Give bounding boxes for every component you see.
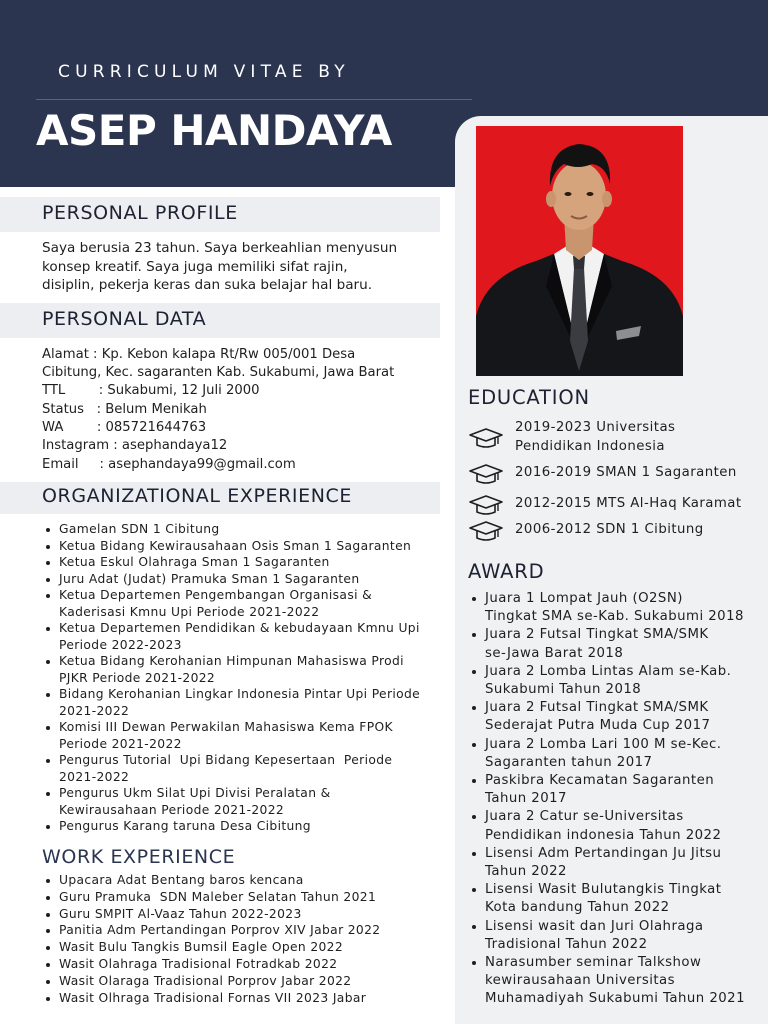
education-title: EDUCATION xyxy=(468,386,590,409)
list-item: Wasit Olhraga Tradisional Fornas VII 2023 Jabar xyxy=(42,990,459,1007)
list-item: Panitia Adm Pertandingan Porprov XIV Jabar 2022 xyxy=(42,922,459,939)
organizational-banner xyxy=(0,482,440,514)
list-item: Narasumber seminar Talkshow kewirausahaan Universitas Muhamadiyah Sukabumi Tahun 2021 xyxy=(468,954,760,1009)
list-item: Juara 2 Catur se-Universitas Pendidikan indonesia Tahun 2022 xyxy=(468,808,760,844)
organizational-title: ORGANIZATIONAL EXPERIENCE xyxy=(42,485,353,507)
list-item: Komisi III Dewan Perwakilan Mahasiswa Kema FPOK Periode 2021-2022 xyxy=(42,719,459,752)
list-item: Lisensi Adm Pertandingan Ju Jitsu Tahun 2022 xyxy=(468,845,760,881)
work-list xyxy=(42,872,459,1006)
list-item: Ketua Departemen Pengembangan Organisasi & Kaderisasi Kmnu Upi Periode 2021-2022 xyxy=(42,587,459,620)
education-text: 2012-2015 MTS Al-Haq Karamat xyxy=(515,496,742,511)
list-item: Upacara Adat Bentang baros kencana xyxy=(42,872,459,889)
header-divider xyxy=(36,99,472,100)
list-item: Guru SMPIT Al-Vaaz Tahun 2022-2023 xyxy=(42,906,459,923)
education-text: 2016-2019 SMAN 1 Sagaranten xyxy=(515,465,737,480)
birth-line: TTL : Sukabumi, 12 Juli 2000 xyxy=(42,383,260,398)
list-item: Lisensi Wasit Bulutangkis Tingkat Kota bandung Tahun 2022 xyxy=(468,881,760,917)
list-item: Pengurus Ukm Silat Upi Divisi Peralatan & Kewirausahaan Periode 2021-2022 xyxy=(42,785,459,818)
profile-title: PERSONAL PROFILE xyxy=(42,202,238,224)
status-line: Status : Belum Menikah xyxy=(42,402,207,417)
list-item: Juara 1 Lompat Jauh (O2SN) Tingkat SMA se-Kab. Sukabumi 2018 xyxy=(468,590,760,626)
cv-subtitle: CURRICULUM VITAE BY xyxy=(58,62,350,82)
list-item: Juara 2 Futsal Tingkat SMA/SMK Sederajat Putra Muda Cup 2017 xyxy=(468,699,760,735)
portrait-image xyxy=(476,126,683,376)
profile-text xyxy=(42,239,442,295)
graduation-cap-icon xyxy=(468,521,504,543)
personal-data-banner xyxy=(0,303,440,338)
address-line: Alamat : Kp. Kebon kalapa Rt/Rw 005/001 Desa xyxy=(42,347,356,362)
graduation-cap-icon xyxy=(468,428,504,450)
list-item: Juru Adat (Judat) Pramuka Sman 1 Sagaranten xyxy=(42,571,459,588)
list-item: Wasit Bulu Tangkis Bumsil Eagle Open 2022 xyxy=(42,939,459,956)
address-line: Cibitung, Kec. sagaranten Kab. Sukabumi, Jawa Barat xyxy=(42,365,395,380)
graduation-cap-icon xyxy=(468,464,504,486)
list-item: Gamelan SDN 1 Cibitung xyxy=(42,521,459,538)
award-list xyxy=(468,590,760,1009)
list-item: Ketua Bidang Kerohanian Himpunan Mahasiswa Prodi PJKR Periode 2021-2022 xyxy=(42,653,459,686)
list-item: Pengurus Tutorial Upi Bidang Kepesertaan Periode 2021-2022 xyxy=(42,752,459,785)
organizational-list xyxy=(42,521,459,835)
email-line: Email : asephandaya99@gmail.com xyxy=(42,457,296,472)
candidate-name: ASEP HANDAYA xyxy=(36,106,392,155)
list-item: Juara 2 Futsal Tingkat SMA/SMK se-Jawa Barat 2018 xyxy=(468,626,760,662)
list-item: Ketua Departemen Pendidikan & kebudayaan Kmnu Upi Periode 2022-2023 xyxy=(42,620,459,653)
phone-line: WA : 085721644763 xyxy=(42,420,207,435)
list-item: Paskibra Kecamatan Sagaranten Tahun 2017 xyxy=(468,772,760,808)
profile-banner xyxy=(0,197,440,232)
education-text: 2006-2012 SDN 1 Cibitung xyxy=(515,522,704,537)
education-text: 2019-2023 Universitas Pendidikan Indonesia xyxy=(515,420,676,454)
personal-data-title: PERSONAL DATA xyxy=(42,308,207,330)
graduation-cap-icon xyxy=(468,495,504,517)
award-title: AWARD xyxy=(468,560,545,583)
list-item: Juara 2 Lomba Lari 100 M se-Kec. Sagaranten tahun 2017 xyxy=(468,736,760,772)
profile-line: konsep kreatif. Saya juga memiliki sifat rajin, xyxy=(42,258,348,275)
instagram-line: Instagram : asephandaya12 xyxy=(42,438,228,453)
list-item: Lisensi wasit dan Juri Olahraga Tradisional Tahun 2022 xyxy=(468,918,760,954)
list-item: Ketua Bidang Kewirausahaan Osis Sman 1 Sagaranten xyxy=(42,538,459,555)
profile-photo xyxy=(476,126,683,376)
list-item: Wasit Olahraga Tradisional Fotradkab 2022 xyxy=(42,956,459,973)
list-item: Guru Pramuka SDN Maleber Selatan Tahun 2021 xyxy=(42,889,459,906)
profile-line: disiplin, pekerja keras dan suka belajar hal baru. xyxy=(42,277,373,293)
list-item: Ketua Eskul Olahraga Sman 1 Sagaranten xyxy=(42,554,459,571)
list-item: Pengurus Karang taruna Desa Cibitung xyxy=(42,818,459,835)
profile-line: Saya berusia 23 tahun. Saya berkeahlian menyusun xyxy=(42,240,398,256)
work-title: WORK EXPERIENCE xyxy=(42,846,236,868)
list-item: Wasit Olaraga Tradisional Porprov Jabar 2022 xyxy=(42,973,459,990)
list-item: Juara 2 Lomba Lintas Alam se-Kab. Sukabumi Tahun 2018 xyxy=(468,663,760,699)
list-item: Bidang Kerohanian Lingkar Indonesia Pintar Upi Periode 2021-2022 xyxy=(42,686,459,719)
